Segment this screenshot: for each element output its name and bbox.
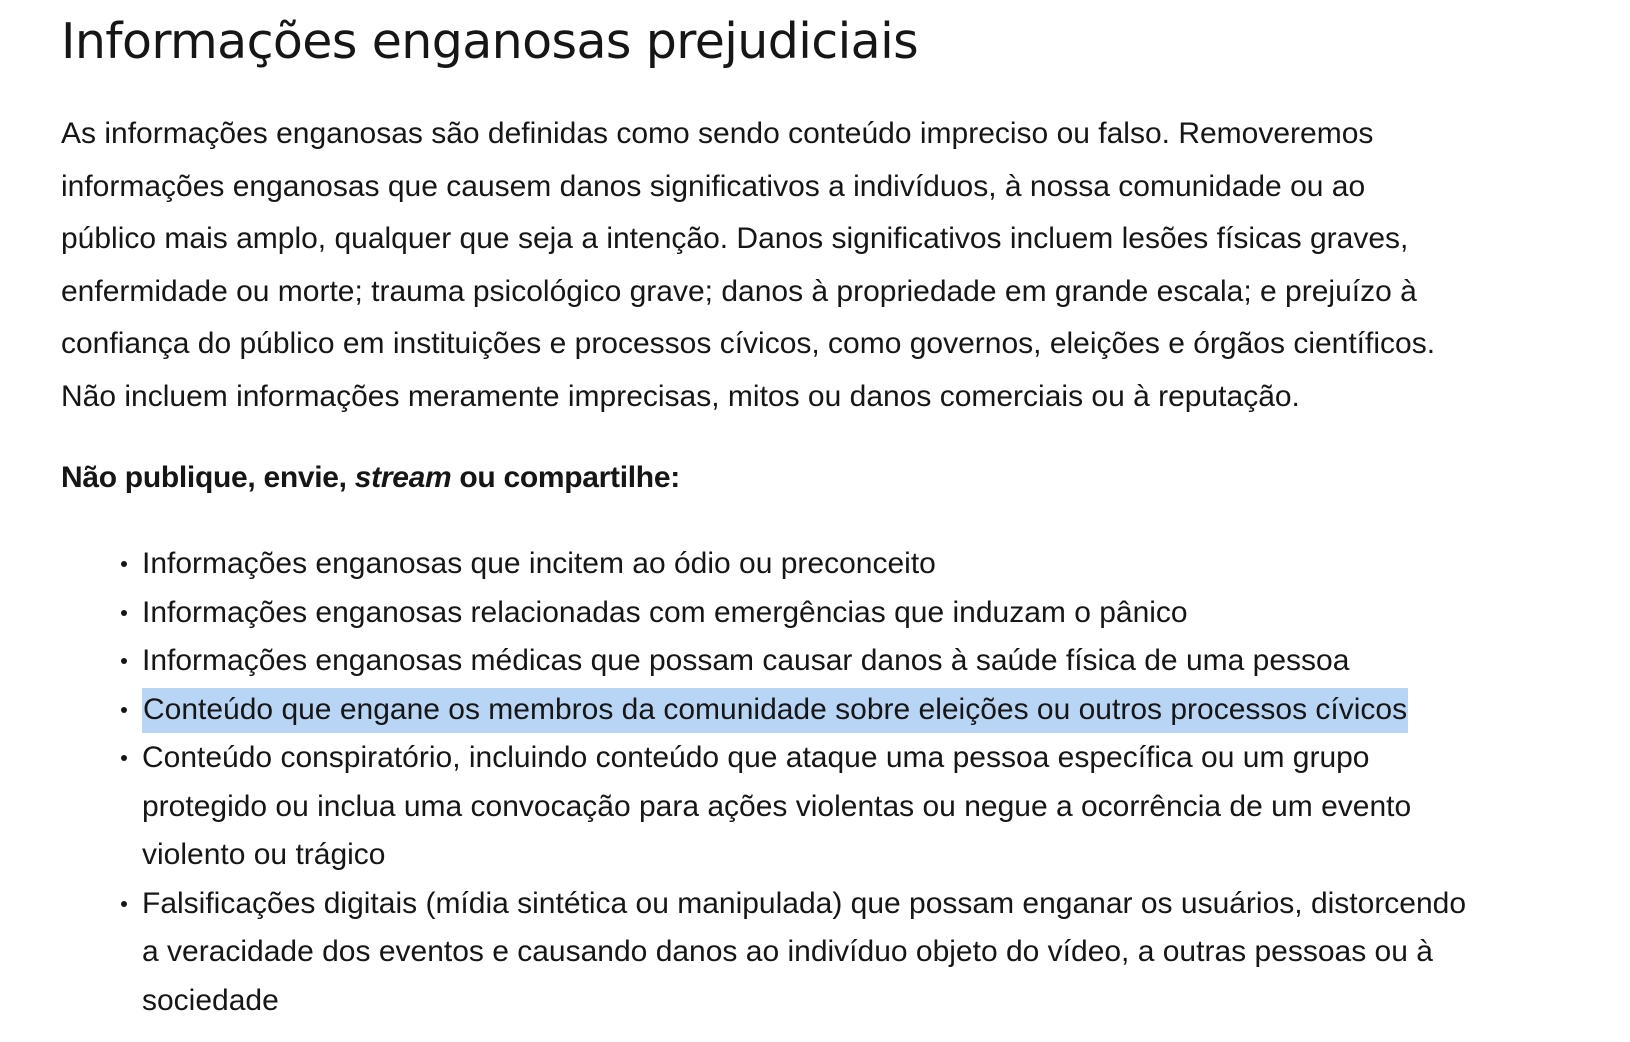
list-item-text: sociedade: [142, 983, 279, 1017]
intro-line: informações enganosas que causem danos significativos a indivíduos, à nossa comunidade ou ao: [61, 169, 1366, 203]
prohibition-lead: [61, 454, 680, 502]
list-item: [61, 880, 1581, 1026]
list-item: [61, 540, 1581, 589]
intro-line: enfermidade ou morte; trauma psicológico grave; danos à propriedade em grande escala; e prejuízo à: [61, 274, 1417, 308]
intro-paragraph: [61, 108, 1581, 423]
bullet-icon: [121, 658, 127, 664]
list-item-text: Informações enganosas que incitem ao ódio ou preconceito: [142, 547, 936, 580]
intro-line: público mais amplo, qualquer que seja a intenção. Danos significativos incluem lesões físicas graves,: [61, 222, 1409, 255]
list-item-text: Falsificações digitais (mídia sintética ou manipulada) que possam enganar os usuários, distorcendo: [142, 886, 1467, 920]
section-title: Informações enganosas prejudiciais: [61, 13, 919, 70]
bullet-icon: [121, 561, 127, 567]
list-item: [61, 734, 1581, 880]
intro-line: confiança do público em instituições e processos cívicos, como governos, eleições e órgãos científicos.: [61, 327, 1436, 360]
list-item-text: Informações enganosas médicas que possam causar danos à saúde física de uma pessoa: [142, 644, 1350, 677]
bullet-icon: [121, 755, 127, 761]
bullet-icon: [121, 707, 127, 713]
list-item: [61, 589, 1581, 638]
bullet-icon: [121, 901, 127, 907]
lead-emphasis: stream: [354, 461, 452, 494]
lead-text-before: Não publique, envie,: [61, 461, 355, 494]
intro-line: As informações enganosas são definidas como sendo conteúdo impreciso ou falso. Removeremos: [61, 117, 1374, 150]
list-item-text: a veracidade dos eventos e causando danos ao indivíduo objeto do vídeo, a outras pessoas ou à: [142, 935, 1433, 968]
list-item-selected: [61, 686, 1581, 735]
list-item-text: Informações enganosas relacionadas com emergências que induzam o pânico: [142, 595, 1188, 629]
bullet-icon: [121, 610, 127, 616]
list-item-text: violento ou trágico: [142, 838, 386, 871]
list-item-text: Conteúdo conspiratório, incluindo conteúdo que ataque uma pessoa específica ou um grupo: [142, 741, 1370, 774]
list-item: [61, 637, 1581, 686]
prohibited-content-list: [61, 540, 1581, 1025]
intro-line: Não incluem informações meramente imprecisas, mitos ou danos comerciais ou à reputação.: [61, 379, 1300, 413]
list-item-text: protegido ou inclua uma convocação para ações violentas ou negue a ocorrência de um evento: [142, 789, 1412, 823]
selected-text[interactable]: Conteúdo que engane os membros da comunidade sobre eleições ou outros processos cívicos: [142, 688, 1408, 733]
lead-text-after: ou compartilhe:: [451, 461, 680, 494]
